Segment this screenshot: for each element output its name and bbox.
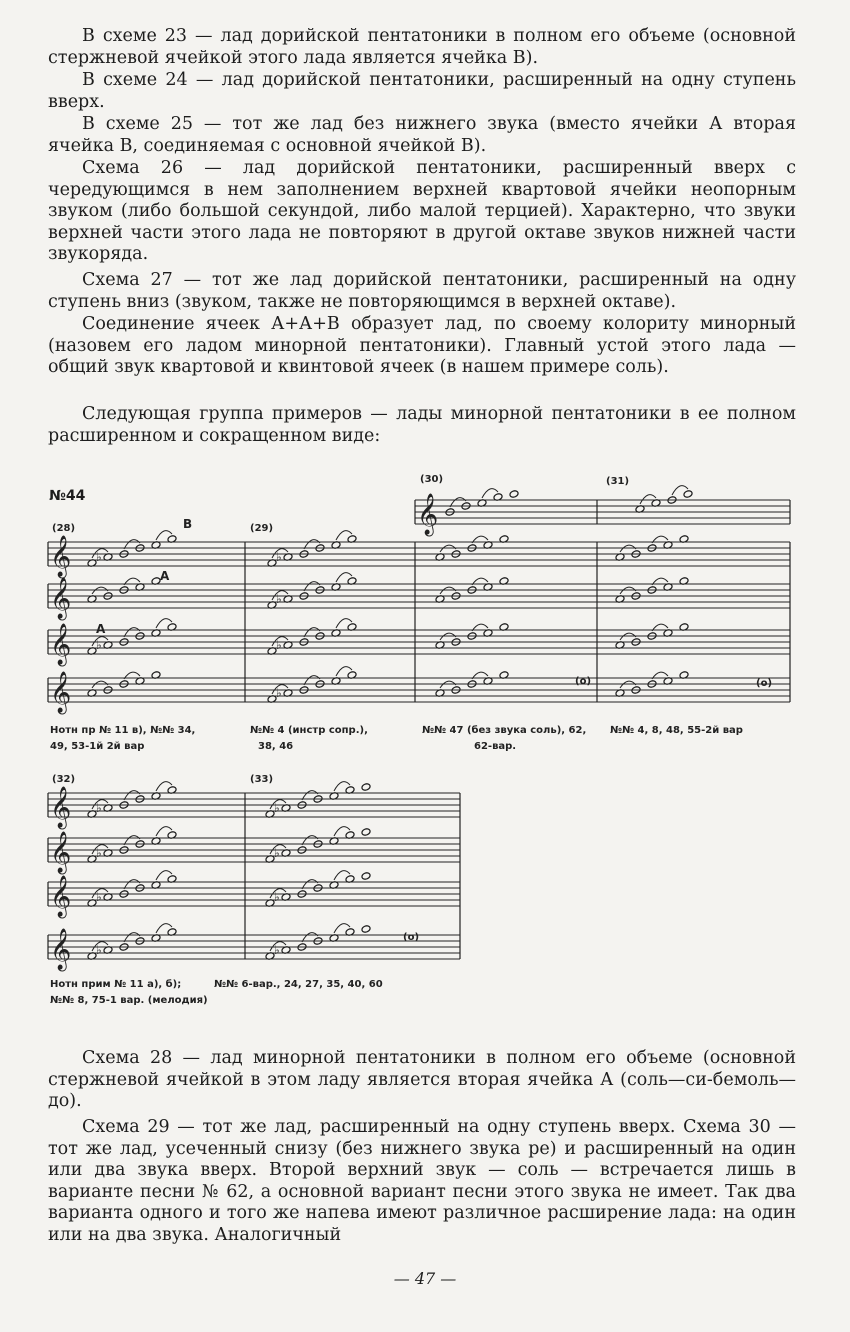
scheme29-s2-slur (336, 619, 352, 628)
example-number: №44 (49, 488, 86, 504)
scheme-label-33: (33) (250, 774, 274, 785)
scheme32-s0-slur (156, 782, 172, 791)
cell-label-a-2: А (96, 622, 106, 636)
paragraph-scheme-24: В схеме 24 — лад дорийской пентатоники, расширенный на одну ступень вверх. (48, 70, 796, 112)
cell-label-a-1: А (160, 569, 170, 583)
cell-label-b: В (183, 517, 193, 531)
scheme31-top-slur (640, 495, 656, 504)
scheme32-s3-slur (156, 924, 172, 933)
caption-33-line1: №№ 6-вар., 24, 27, 35, 40, 60 (214, 979, 383, 990)
staff2-2-treble-clef: 𝄞 (50, 876, 72, 917)
staff2-1-treble-clef: 𝄞 (50, 832, 72, 873)
scheme33-s0-slur (334, 782, 350, 791)
caption-30-line1: №№ 47 (без звука соль), 62, (422, 725, 587, 736)
scheme28-s2-flat: ♭ (96, 638, 102, 652)
scheme33-s2-note (361, 872, 371, 881)
paragraph-scheme-27: Схема 27 — тот же лад дорийской пентатоники, расширенный на одну ступень вниз (звуком, также не повторяющимся в верхней октаве). (48, 270, 796, 312)
scheme-label-29: (29) (250, 523, 274, 534)
scheme30-s2-slur (440, 633, 456, 640)
scheme31-s2-slur (620, 633, 636, 640)
paragraph-scheme-23: В схеме 23 — лад дорийской пентатоники в полном его объеме (основной стержневой ячейкой этого лада является ячейка В). (48, 26, 796, 68)
staff-0-treble-clef: 𝄞 (50, 536, 72, 577)
paragraph-scheme-26: Схема 26 — лад дорийской пентатоники, расширенный вверх с чередующимся в нем заполнением верхней квартовой ячейки неопорным звуком (либо большой секундой, либо малой терцией). Характерно, что звуки верхней части этого лада не повторяют в другой октаве звуков нижней части звукоряда. (48, 158, 796, 265)
scheme29-s1-flat: ♭ (276, 592, 282, 606)
scheme29-s0-slur (336, 531, 352, 540)
scheme-label-30: (30) (420, 474, 444, 485)
scheme31-top-note (683, 490, 693, 499)
scheme29-s0-flat: ♭ (276, 550, 282, 564)
staff2-3-treble-clef: 𝄞 (50, 929, 72, 970)
caption-32-line1: Нотн прим № 11 а), б); (50, 979, 182, 990)
scheme31-s0-slur (620, 545, 636, 552)
page-number: — 47 — (393, 1269, 457, 1288)
scheme30-s1-slur (440, 587, 456, 594)
scheme33-s0-flat: ♭ (274, 801, 280, 815)
scheme32-s3-flat: ♭ (96, 943, 102, 957)
scheme29-s1-slur (336, 573, 352, 582)
caption-31-line1: №№ 4, 8, 48, 55-2й вар (610, 725, 743, 736)
scheme33-s3-flat: ♭ (274, 943, 280, 957)
scheme29-s3-flat: ♭ (276, 686, 282, 700)
scheme30-s3-slur (440, 681, 456, 688)
scheme-label-31: (31) (606, 476, 630, 487)
scheme30-s0-slur (440, 545, 456, 552)
staff-1-treble-clef: 𝄞 (50, 578, 72, 619)
scheme30-top-note (509, 490, 519, 499)
scheme33-s0-note (361, 783, 371, 792)
scheme33-s1-slur (334, 827, 350, 836)
scheme32-s1-slur (156, 827, 172, 836)
scheme31-s3-slur (620, 681, 636, 688)
scheme33-s3-note (361, 925, 371, 934)
scheme28-s0-slur (156, 531, 172, 540)
paragraph-minor-pentatonic: Соединение ячеек А+А+В образует лад, по своему колориту минорный (назовем его ладом минорной пентатоники). Главный устой этого лада — общий звук квартовой и квинтовой ячеек (в нашем примере соль). (48, 314, 796, 378)
paragraph-scheme-28: Схема 28 — лад минорной пентатоники в полном его объеме (основной стержневой ячейкой в этом ладу является вторая ячейка А (соль—си-бемоль—до). (48, 1048, 796, 1112)
scheme28-s1-slur (92, 587, 108, 594)
optional-note-30: (о) (575, 676, 592, 687)
scheme32-s1-flat: ♭ (96, 846, 102, 860)
optional-note-31: (о) (756, 678, 773, 689)
scheme30-top-slur (482, 489, 498, 498)
scheme33-s3-slur (334, 924, 350, 933)
caption-28-line1: Нотн пр № 11 в), №№ 34, (50, 725, 196, 736)
staff-top-30-31-treble-clef: 𝄞 (417, 494, 439, 535)
caption-32-line2: №№ 8, 75-1 вар. (мелодия) (50, 995, 208, 1006)
staff-2-treble-clef: 𝄞 (50, 624, 72, 665)
scheme29-s2-flat: ♭ (276, 638, 282, 652)
caption-29-line2: 38, 46 (258, 741, 294, 752)
scheme32-s2-flat: ♭ (96, 890, 102, 904)
scheme33-s1-flat: ♭ (274, 846, 280, 860)
paragraph-scheme-25: В схеме 25 — тот же лад без нижнего звука (вместо ячейки А вторая ячейка В, соединяемая с основной ячейкой В). (48, 114, 796, 156)
staff-3-treble-clef: 𝄞 (50, 672, 72, 713)
scheme-label-32: (32) (52, 774, 76, 785)
scheme32-s2-slur (156, 871, 172, 880)
scheme33-s2-slur (334, 871, 350, 880)
paragraph-next-group: Следующая группа примеров — лады минорной пентатоники в ее полном расширенном и сокращенном виде: (48, 404, 796, 446)
paragraph-scheme-29-30: Схема 29 — тот же лад, расширенный на одну ступень вверх. Схема 30 — тот же лад, усеченный снизу (без нижнего звука ре) и расширенный на один или два звука вверх. Второй верхний звук — соль — встречается лишь в варианте песни № 62, а основной вариант песни этого звука не имеет. Так два варианта одного и того же напева имеют различное расширение лада: на один или на два звука. Аналогичный (48, 1117, 796, 1245)
caption-29-line1: №№ 4 (инстр сопр.), (250, 725, 368, 736)
scheme33-s2-flat: ♭ (274, 890, 280, 904)
scheme29-s3-slur (336, 667, 352, 676)
scheme33-s1-note (361, 828, 371, 837)
scheme-label-28: (28) (52, 523, 76, 534)
staff2-0-treble-clef: 𝄞 (50, 787, 72, 828)
scheme28-s2-slur (156, 619, 172, 628)
scheme28-s3-slur (92, 681, 108, 688)
scheme28-s0-flat: ♭ (96, 550, 102, 564)
caption-28-line2: 49, 53-1й 2й вар (50, 741, 145, 752)
scheme31-s1-slur (620, 587, 636, 594)
optional-note-33: (о) (403, 932, 420, 943)
caption-30-line2: 62-вар. (474, 741, 517, 752)
scheme31-top-slur (672, 486, 688, 495)
scheme32-s0-flat: ♭ (96, 801, 102, 815)
